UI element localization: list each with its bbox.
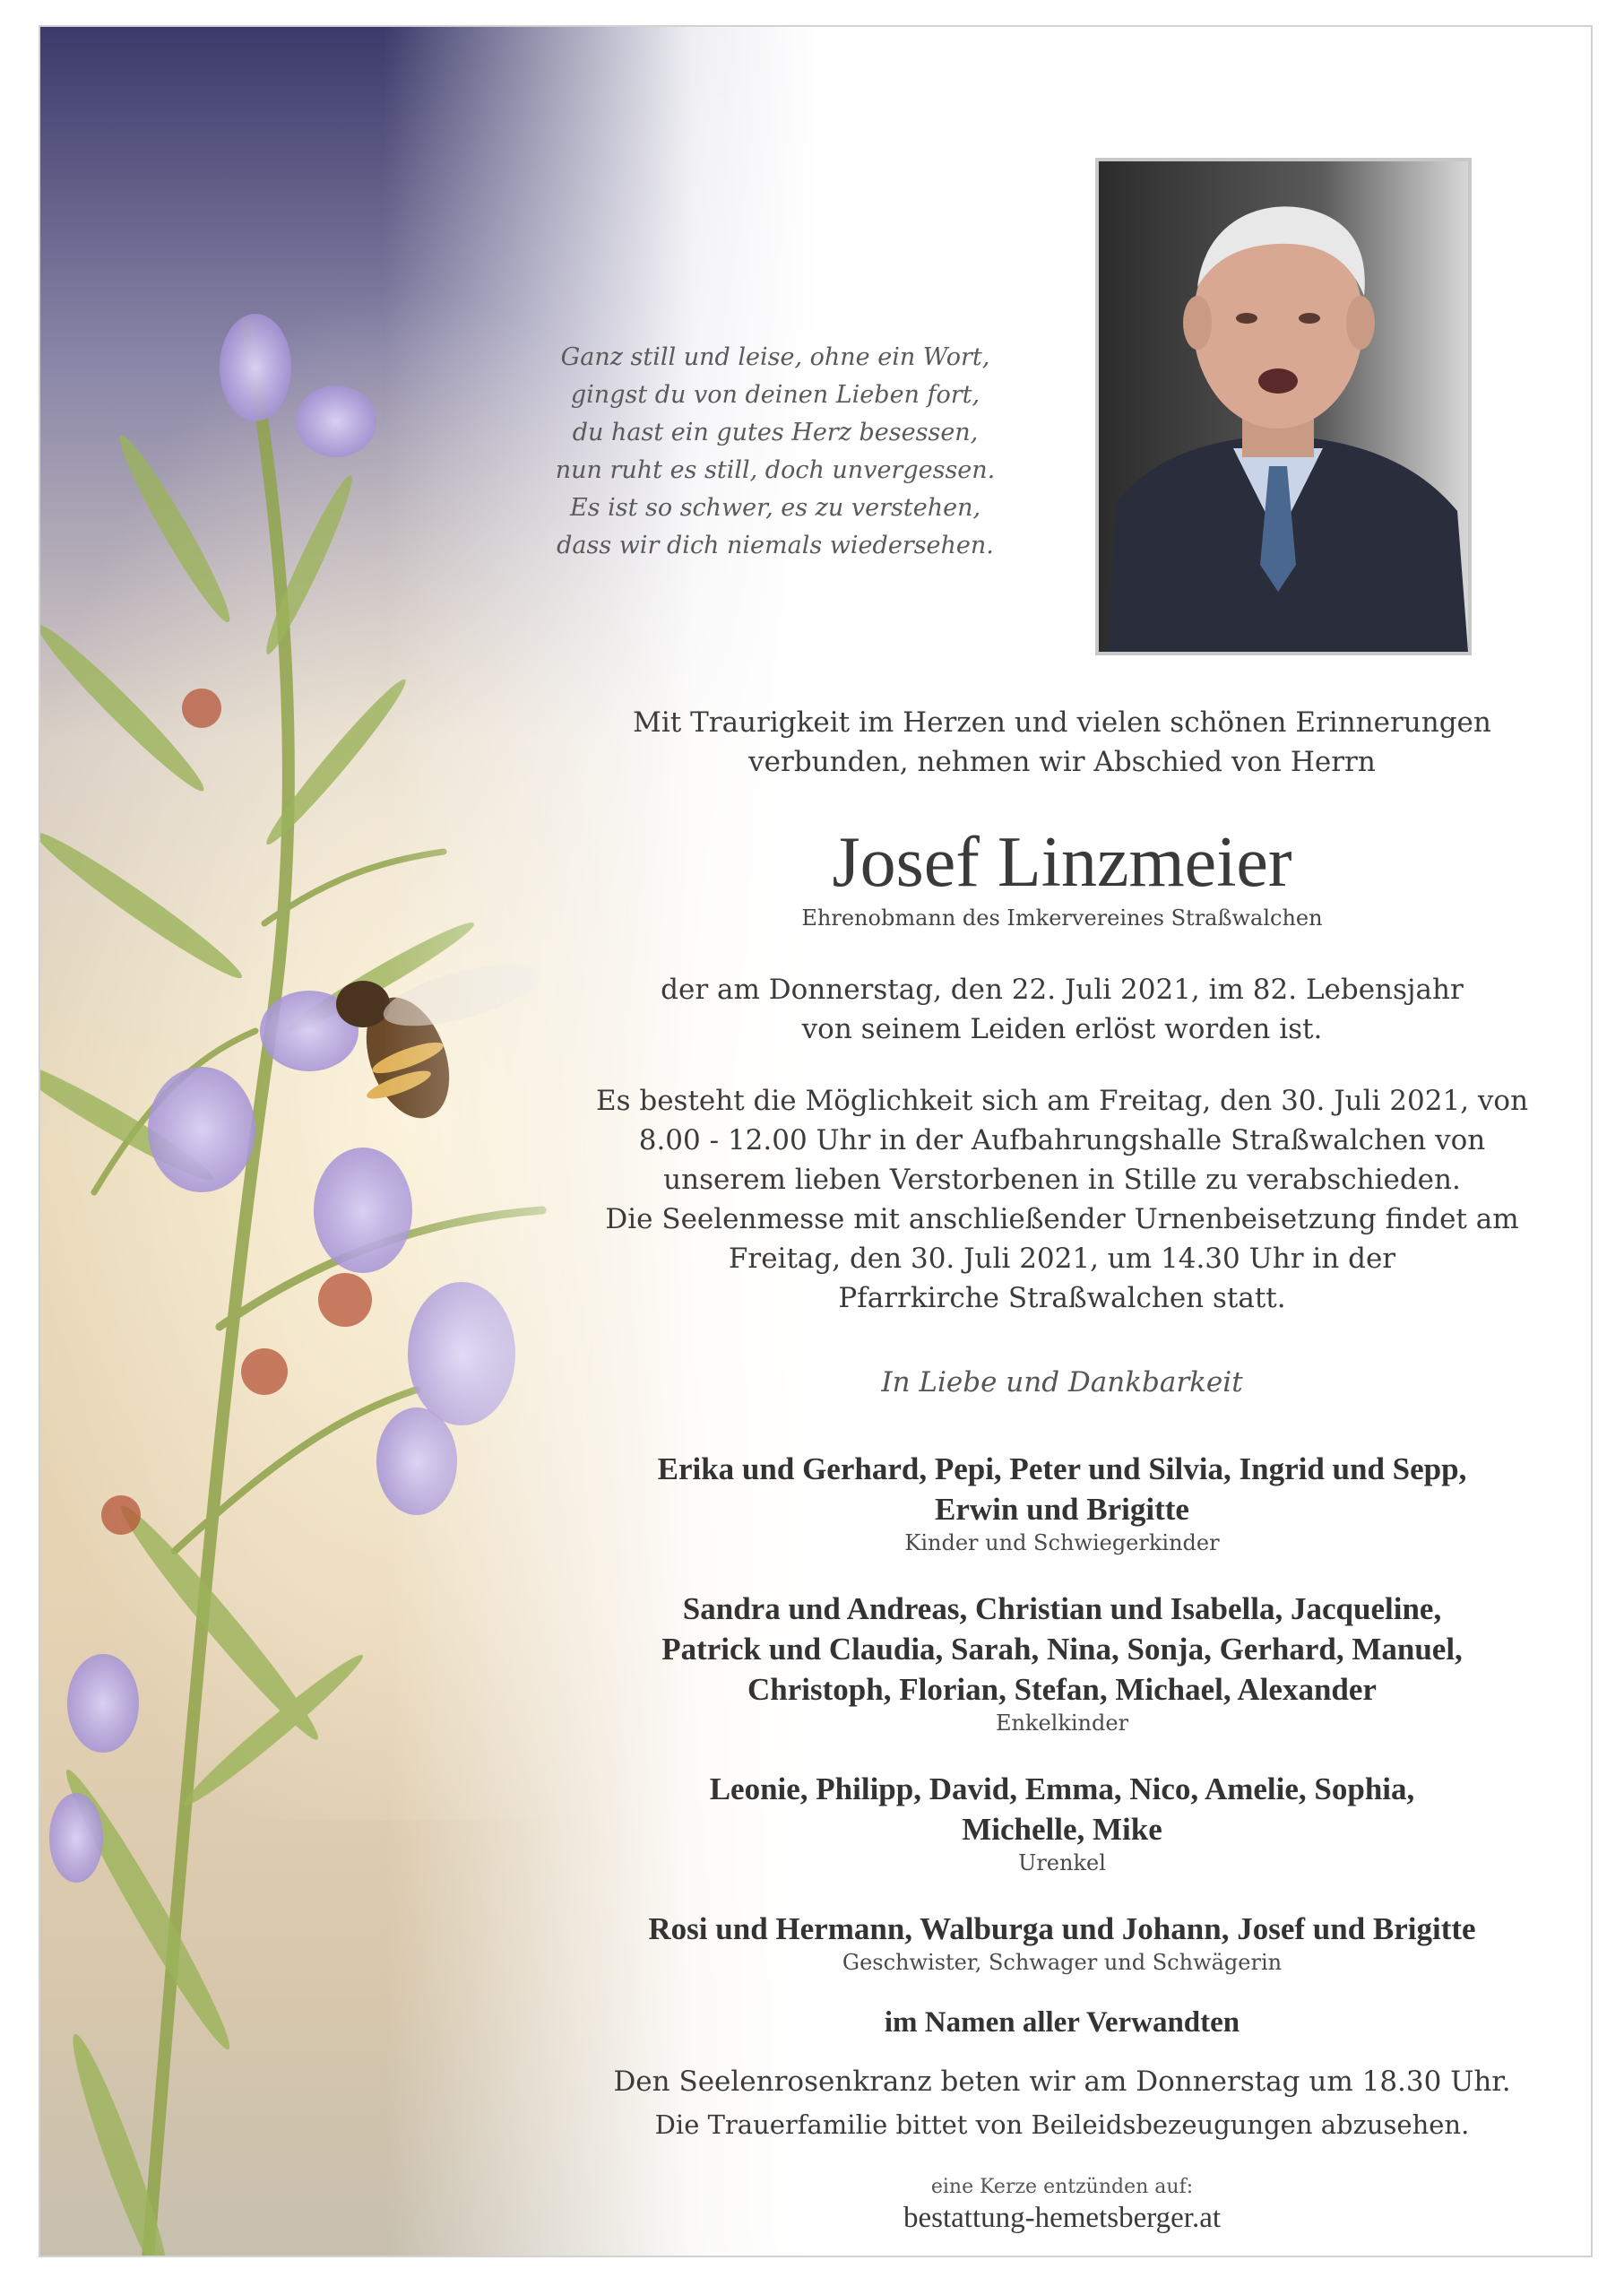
verse-line: du hast ein gutes Herz besessen, bbox=[572, 419, 979, 446]
closing-phrase: In Liebe und Dankbarkeit bbox=[881, 1366, 1243, 1399]
obituary-text bbox=[542, 703, 1582, 2236]
ceremony-line: Pfarrkirche Straßwalchen statt. bbox=[838, 1282, 1286, 1314]
family-relation: Urenkel bbox=[1018, 1850, 1106, 1875]
family-group-great-grandchildren bbox=[542, 1769, 1582, 1876]
ceremony-line: 8.00 - 12.00 Uhr in der Aufbahrungshalle Straßwalchen von bbox=[638, 1124, 1486, 1156]
family-group-children bbox=[542, 1449, 1582, 1556]
website-link[interactable]: bestattung-hemetsberger.at bbox=[903, 2202, 1222, 2234]
family-names-line: Sandra und Andreas, Christian und Isabella, Jacqueline, bbox=[682, 1591, 1442, 1626]
family-relation: Geschwister, Schwager und Schwägerin bbox=[842, 1950, 1283, 1975]
family-names-line: Rosi und Hermann, Walburga und Johann, Josef und Brigitte bbox=[648, 1911, 1476, 1946]
portrait-photo bbox=[1095, 158, 1472, 655]
condolence-notice: Die Trauerfamilie bittet von Beileidsbezeugungen abzusehen. bbox=[654, 2109, 1470, 2140]
relatives-line: im Namen aller Verwandten bbox=[884, 2006, 1240, 2039]
memorial-verse bbox=[506, 339, 1044, 565]
family-names-line: Patrick und Claudia, Sarah, Nina, Sonja, Gerhard, Manuel, bbox=[661, 1632, 1463, 1667]
family-names-line: Christoph, Florian, Stefan, Michael, Alexander bbox=[747, 1672, 1377, 1707]
death-notice bbox=[542, 970, 1582, 1049]
family-names-line: Erika und Gerhard, Pepi, Peter und Silvia, Ingrid und Sepp, bbox=[657, 1451, 1467, 1486]
verse-line: Es ist so schwer, es zu verstehen, bbox=[569, 494, 981, 522]
family-group-grandchildren bbox=[542, 1589, 1582, 1736]
family-names-line: Leonie, Philipp, David, Emma, Nico, Amelie, Sophia, bbox=[709, 1771, 1415, 1806]
intro-text bbox=[542, 703, 1582, 782]
verse-line: gingst du von deinen Lieben fort, bbox=[570, 381, 980, 409]
deceased-title: Ehrenobmann des Imkervereines Straßwalchen bbox=[801, 905, 1323, 931]
ceremony-details bbox=[542, 1081, 1582, 1318]
ceremony-line: Freitag, den 30. Juli 2021, um 14.30 Uhr in der bbox=[728, 1243, 1396, 1275]
obituary-card bbox=[39, 25, 1593, 2257]
ceremony-line: Die Seelenmesse mit anschließender Urnenbeisetzung findet am bbox=[605, 1203, 1519, 1235]
family-relation: Kinder und Schwiegerkinder bbox=[904, 1530, 1220, 1555]
family-names-line: Erwin und Brigitte bbox=[935, 1492, 1189, 1527]
family-relation: Enkelkinder bbox=[995, 1710, 1129, 1736]
candle-text: eine Kerze entzünden auf: bbox=[930, 2176, 1194, 2198]
family-group-siblings bbox=[542, 1909, 1582, 1976]
verse-line: nun ruht es still, doch unvergessen. bbox=[555, 456, 996, 484]
intro-line: Mit Traurigkeit im Herzen und vielen schönen Erinnerungen bbox=[633, 706, 1491, 739]
verse-line: Ganz still und leise, ohne ein Wort, bbox=[560, 343, 990, 371]
ceremony-line: Es besteht die Möglichkeit sich am Freitag, den 30. Juli 2021, von bbox=[595, 1085, 1529, 1117]
death-notice-line: von seinem Leiden erlöst worden ist. bbox=[801, 1013, 1323, 1045]
death-notice-line: der am Donnerstag, den 22. Juli 2021, im 82. Lebensjahr bbox=[661, 974, 1464, 1006]
ceremony-line: unserem lieben Verstorbenen in Stille zu verabschieden. bbox=[663, 1164, 1461, 1196]
rosary-notice: Den Seelenrosenkranz beten wir am Donnerstag um 18.30 Uhr. bbox=[613, 2066, 1511, 2098]
deceased-name: Josef Linzmeier bbox=[832, 823, 1292, 902]
verse-line: dass wir dich niemals wiedersehen. bbox=[557, 532, 994, 559]
intro-line: verbunden, nehmen wir Abschied von Herrn bbox=[748, 746, 1376, 778]
family-names-line: Michelle, Mike bbox=[962, 1812, 1162, 1847]
